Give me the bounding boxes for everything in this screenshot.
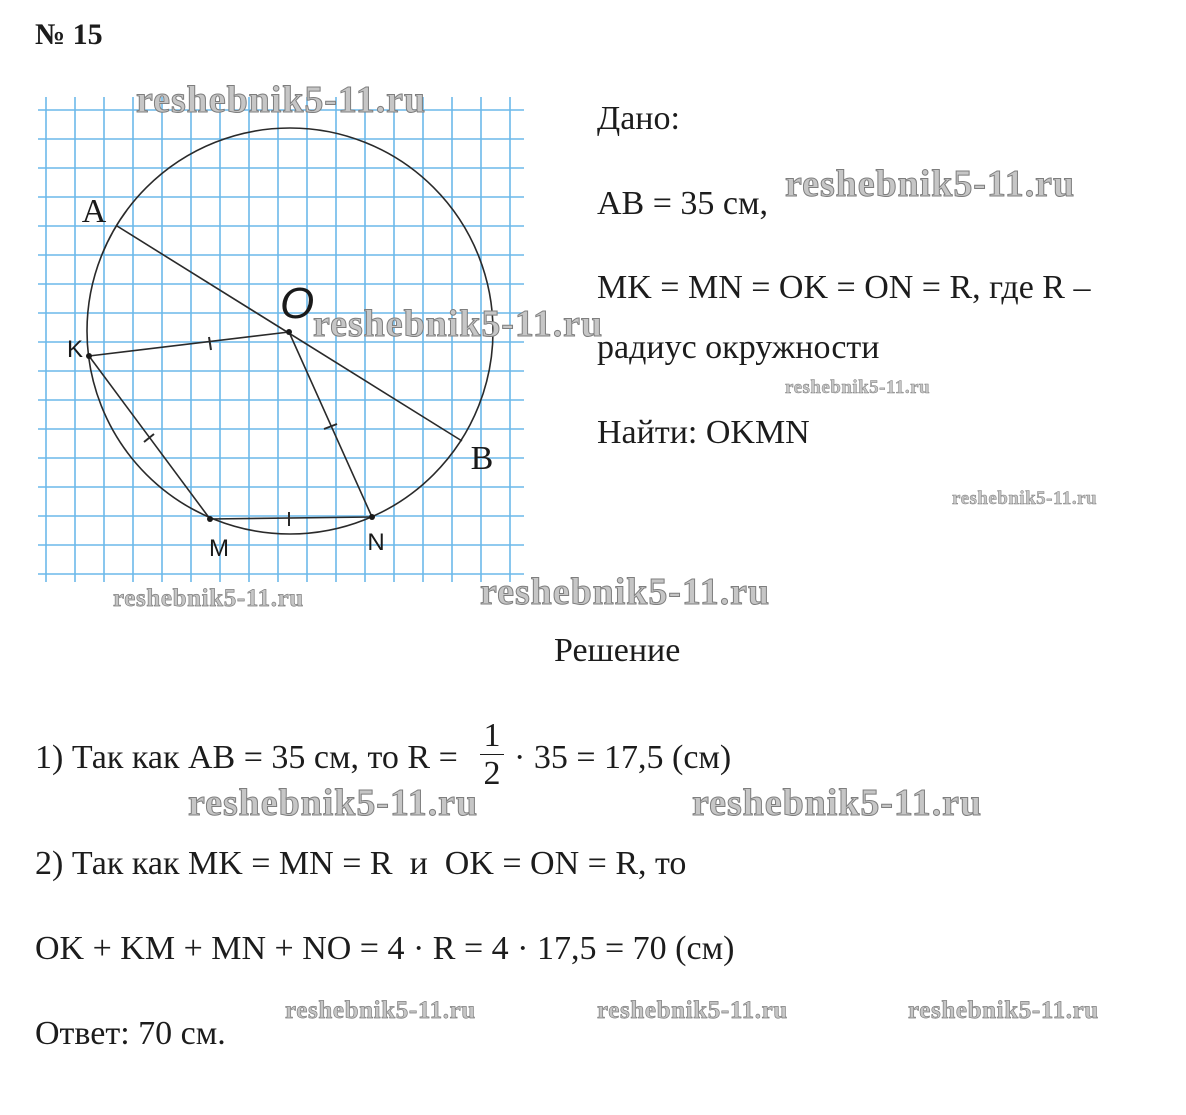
- tick-mark-ko: [209, 337, 211, 350]
- given-line-3: радиус окружности: [597, 329, 880, 366]
- problem-number: № 15: [35, 18, 103, 51]
- watermark: reshebnik5-11.ru: [597, 997, 788, 1024]
- watermark: reshebnik5-11.ru: [692, 782, 983, 824]
- watermark: reshebnik5-11.ru: [113, 585, 304, 612]
- watermark: reshebnik5-11.ru: [188, 782, 479, 824]
- segment-mn: [210, 517, 372, 519]
- label-k: K: [66, 336, 84, 363]
- label-m: M: [209, 535, 229, 562]
- watermark: reshebnik5-11.ru: [785, 377, 931, 398]
- fraction-denominator: 2: [483, 755, 501, 792]
- watermark: reshebnik5-11.ru: [908, 997, 1099, 1024]
- label-o: O: [280, 279, 315, 328]
- fraction-numerator: 1: [483, 717, 501, 754]
- solution-step-2: 2) Так как MK = MN = R и OK = ON = R, то: [35, 845, 687, 882]
- watermark: reshebnik5-11.ru: [952, 488, 1098, 509]
- watermark: reshebnik5-11.ru: [136, 79, 427, 121]
- find-line: Найти: OKMN: [597, 414, 810, 451]
- answer: Ответ: 70 см.: [35, 1015, 226, 1052]
- segment-ko: [89, 332, 289, 356]
- label-b: B: [470, 440, 494, 477]
- watermark: reshebnik5-11.ru: [480, 571, 771, 613]
- watermark: reshebnik5-11.ru: [285, 997, 476, 1024]
- watermark: reshebnik5-11.ru: [785, 163, 1076, 205]
- step-1-result: · 35 = 17,5 (см): [514, 739, 732, 776]
- label-n: N: [367, 529, 385, 556]
- point-o: [286, 329, 292, 335]
- solution-heading: Решение: [554, 632, 681, 669]
- point-n: [369, 514, 375, 520]
- given-heading: Дано:: [597, 100, 680, 137]
- given-line-2: MK = MN = OK = ON = R, где R –: [597, 269, 1091, 306]
- point-m: [207, 516, 213, 522]
- step-1-text: 1) Так как AB = 35 см, то R =: [35, 739, 458, 776]
- point-k: [86, 353, 92, 359]
- given-line-1: AB = 35 см,: [597, 185, 769, 222]
- solution-step-3: OK + KM + MN + NO = 4 · R = 4 · 17,5 = 70 (см): [35, 930, 735, 967]
- fraction: [480, 719, 504, 793]
- watermark: reshebnik5-11.ru: [313, 303, 604, 345]
- label-a: A: [81, 193, 107, 230]
